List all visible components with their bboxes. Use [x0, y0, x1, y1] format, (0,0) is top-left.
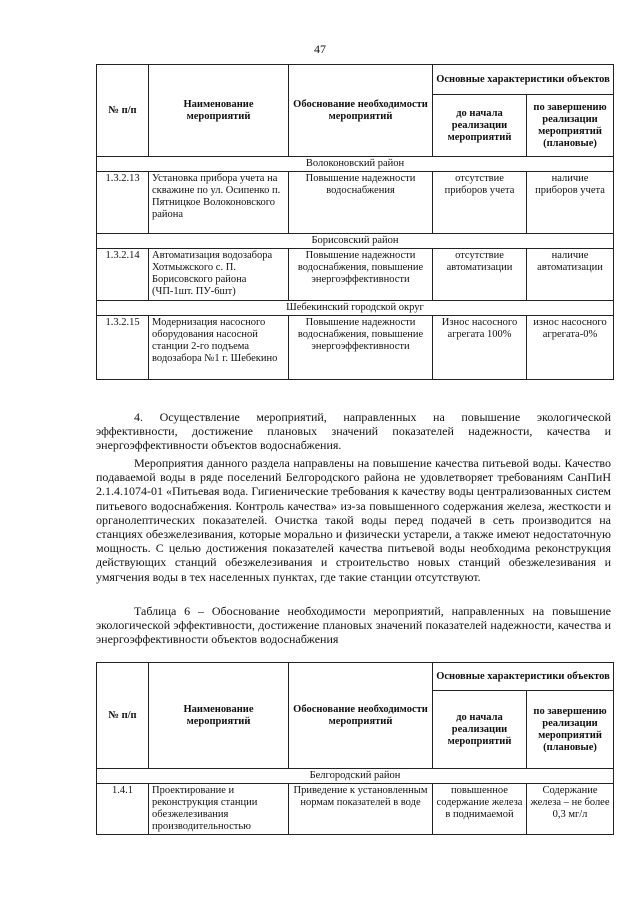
header-before: до начала реализации мероприятий [433, 95, 527, 157]
row-after: Содержание железа – не более 0,3 мг/л [527, 784, 614, 835]
row-after: наличие автоматизации [527, 249, 614, 301]
row-before: Износ насосного агрегата 100% [433, 316, 527, 380]
row-name: Модернизация насосного оборудования насосной станции 2-го подъема водозабора №1 г. Шебекино [149, 316, 289, 380]
section-title: Волоконовский район [97, 157, 614, 172]
row-num: 1.3.2.14 [97, 249, 149, 301]
header-after: по завершению реализации мероприятий (плановые) [527, 691, 614, 769]
table-row [97, 249, 614, 301]
row-before: отсутствие приборов учета [433, 172, 527, 234]
row-num: 1.4.1 [97, 784, 149, 835]
row-reason: Повышение надежности водоснабжения, повышение энергоэффективности [289, 316, 433, 380]
header-num: № п/п [97, 65, 149, 157]
section-title: Шебекинский городской округ [97, 301, 614, 316]
row-after: наличие приборов учета [527, 172, 614, 234]
paragraph-section-4: 4. Осуществление мероприятий, направленных на повышение экологической эффективности, достижение плановых значений показателей надежности, качества и энергоэффективности объектов водоснабжения. [96, 410, 611, 453]
header-reason: Обоснование необходимости мероприятий [289, 663, 433, 769]
header-main-characteristics: Основные характеристики объектов [433, 663, 614, 691]
table-row [97, 316, 614, 380]
page-number: 47 [314, 42, 326, 56]
row-before: отсутствие автоматизации [433, 249, 527, 301]
section-title: Борисовский район [97, 234, 614, 249]
table-row [97, 172, 614, 234]
header-num: № п/п [97, 663, 149, 769]
header-after: по завершению реализации мероприятий (плановые) [527, 95, 614, 157]
row-num: 1.3.2.15 [97, 316, 149, 380]
row-reason: Повышение надежности водоснабжения [289, 172, 433, 234]
row-reason: Приведение к установленным нормам показателей в воде [289, 784, 433, 835]
row-reason: Повышение надежности водоснабжения, повышение энергоэффективности [289, 249, 433, 301]
row-name: Автоматизация водозабора Хотмыжского с. П. Борисовского района (ЧП-1шт. ПУ-6шт) [149, 249, 289, 301]
paragraph-body: Мероприятия данного раздела направлены на повышение качества питьевой воды. Качество подаваемой воды в ряде поселений Белгородского района не удовлетворяет требованиям СанПиН 2.1.4.1074-01 «Питьевая вода. Гигиенические требования к качеству воды централизованных систем питьевого водоснабжения. Контроль качества» из-за повышенного содержания железа, жесткости и органолептических показателей. Очистка такой воды перед подачей в сеть производится на станциях обезжелезивания, которые морально и физически устарели, а также имеют недостаточную мощность. С целью достижения показателей качества питьевой воды необходима реконструкция действующих станций обезжелезивания и строительство новых станций обезжелезивания и умягчения воды в тех населенных пунктах, где такие станции отсутствуют. [96, 456, 611, 584]
header-before: до начала реализации мероприятий [433, 691, 527, 769]
section-title: Белгородский район [97, 769, 614, 784]
row-name: Проектирование и реконструкция станции обезжелезивания производительностью [149, 784, 289, 835]
row-before: повышенное содержание железа в поднимаемой [433, 784, 527, 835]
table-6-caption: Таблица 6 – Обоснование необходимости мероприятий, направленных на повышение экологической эффективности, достижение плановых значений показателей надежности, качества и энергоэффективности объектов водоснабжения [96, 604, 611, 647]
row-num: 1.3.2.13 [97, 172, 149, 234]
table-row [97, 784, 614, 835]
row-name: Установка прибора учета на скважине по ул. Осипенко п. Пятницкое Волоконовского района [149, 172, 289, 234]
header-main-characteristics: Основные характеристики объектов [433, 65, 614, 95]
row-after: износ насосного агрегата-0% [527, 316, 614, 380]
header-name: Наименование мероприятий [149, 65, 289, 157]
measures-table-6 [96, 662, 614, 835]
header-name: Наименование мероприятий [149, 663, 289, 769]
measures-table-1 [96, 64, 614, 380]
header-reason: Обоснование необходимости мероприятий [289, 65, 433, 157]
